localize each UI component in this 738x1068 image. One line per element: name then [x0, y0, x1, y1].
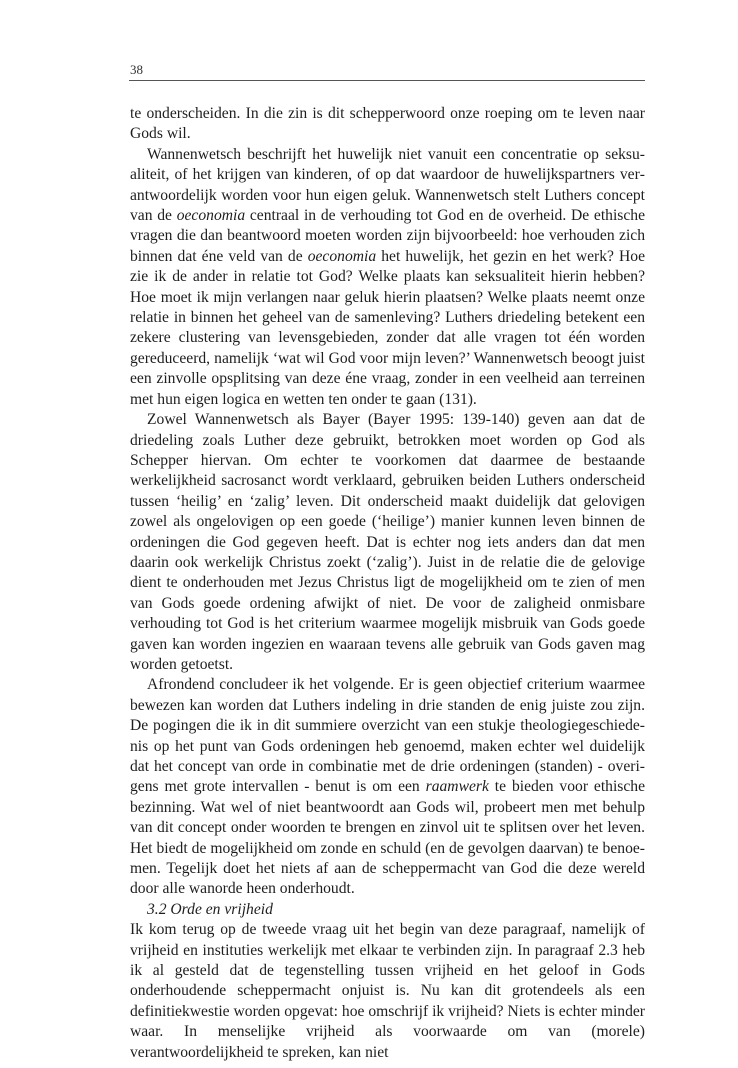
page-number: 38: [130, 62, 143, 77]
paragraph-4-text-a: Afrondend concludeer ik het volgende. Er is geen objectief criterium waarmee bewezen kan worden dat Luthers indeling in drie standen de enig juiste zou zijn. De pogingen die ik in dit summiere overzicht van een stukje theologiegeschiedenis op het punt van Gods ordeningen heb genoemd, maken echter wel duidelijk dat het concept van orde in combinatie met de drie ordeningen (standen) - overigens met grote intervallen - benut is om een: [130, 676, 645, 796]
paragraph-2-text-c: het huwelijk, het gezin en het werk? Hoe zie ik de ander in relatie tot God? Welke plaats kan seksualiteit hierin hebben? Hoe moet ik mijn verlangen naar geluk hierin plaatsen? Welke plaats neemt onze relatie in binnen het geheel van de samenleving? Luthers driedeling betekent een zekere clustering van levensgebieden, zonder dat alle vragen tot één worden gereduceerd, namelijk ‘wat wil God voor mijn leven?’ Wannenwetsch beoogt juist een zinvolle opsplitsing van deze éne vraag, zonder in een veelheid aan terreinen met hun eigen logica en wetten ten onder te gaan (131).: [130, 247, 645, 408]
header-rule: [129, 80, 645, 81]
paragraph-4-text-b: te bieden voor ethische bezinning. Wat wel of niet beantwoordt aan Gods wil, probeert men met behulp van dit concept onder woorden te brengen en zinvol uit te splitsen over het leven. Het biedt de mogelijkheid om zonde en schuld (en de gevolgen daarvan) te benoemen. Tegelijk doet het niets af aan de scheppermacht van God die deze wereld door alle wanorde heen onderhoudt.: [130, 778, 646, 898]
paragraph-2-text-b: centraal in de verhouding tot God en de overheid. De ethische vragen die dan beantwoord moeten worden zijn bijvoorbeeld: hoe verhouden zich binnen dat éne veld van de: [130, 207, 645, 265]
body-text: [130, 104, 645, 1063]
paragraph-3: Zowel Wannenwetsch als Bayer (Bayer 1995: 139-140) geven aan dat de driedeling zoals Luther deze gebruikt, betrokken moet worden op God als Schepper hiervan. Om echter te voorkomen dat daarmee de bestaande werkelijkheid sacrosanct wordt verklaard, gebruiken beiden Luthers onderscheid tussen ‘heilig’ en ‘zalig’ leven. Dit onderscheid maakt duidelijk dat gelovigen zowel als ongelovigen op een goede (‘heilige’) manier kunnen leven binnen de ordeningen die God gegeven heeft. Dat is echter nog iets anders dan dat men daarin ook werkelijk Christus zoekt (‘zalig’). Juist in de relatie die de gelovige dient te onderhouden met Jezus Christus ligt de mogelijkheid om te zien of men van Gods goede ordening afwijkt of niet. De voor de zaligheid onmisbare verhouding tot God is het criterium waarmee mogelijk misbruik van Gods goede gaven kan worden ingezien en waaraan tevens alle gebruik van Gods gaven mag worden getoetst.: [130, 411, 645, 673]
paragraph-5: Ik kom terug op de tweede vraag uit het begin van deze paragraaf, namelijk of vrijheid en instituties werkelijk met elkaar te verbinden zijn. In paragraaf 2.3 heb ik al gesteld dat de tegenstelling tussen vrijheid en het geloof in Gods onderhoudende scheppermacht onjuist is. Nu kan dit grotendeels als een definitiekwestie worden opgevat: hoe omschrijf ik vrijheid? Niets is echter minder waar. In menselijke vrijheid als voorwaarde om van (morele) verantwoordelijkheid te spreken, kan niet: [130, 921, 645, 1061]
paragraph-2-term-oeconomia-2: oeconomia: [307, 247, 377, 265]
paragraph-1: te onderscheiden. In die zin is dit schepperwoord onze roeping om te leven naar Gods wil.: [130, 105, 645, 143]
paragraph-4-term-raamwerk: raamwerk: [425, 778, 489, 796]
paragraph-2-text-a: Wannenwetsch beschrijft het huwelijk niet vanuit een concentratie op seksualiteit, of het krijgen van kinderen, of op dat waardoor de huwelijkspartners verantwoordelijk worden voor hun eigen geluk. Wannenwetsch stelt Luthers concept van de: [130, 145, 645, 225]
paragraph-2: [130, 145, 645, 410]
paragraph-4: [130, 675, 645, 899]
paragraph-2-term-oeconomia: oeconomia: [176, 207, 246, 225]
section-heading: 3.2 Orde en vrijheid: [147, 900, 273, 918]
